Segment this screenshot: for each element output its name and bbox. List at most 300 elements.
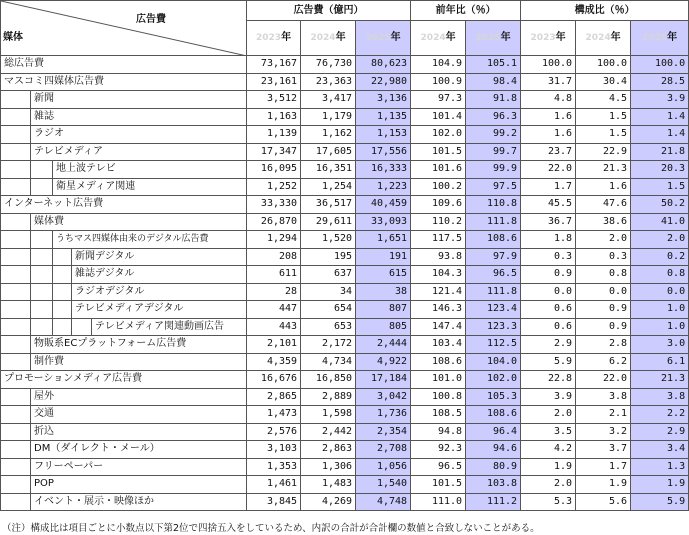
value-cell: 5.3 [521, 493, 576, 511]
value-cell: 1,353 [247, 458, 301, 476]
row-label: 雑誌 [31, 108, 247, 126]
value-cell: 4,269 [301, 493, 356, 511]
header-year-suffix: 年 [667, 32, 678, 43]
value-cell: 104.0 [466, 353, 521, 371]
value-cell: 1.8 [521, 231, 576, 249]
header-year-number: 2023 [256, 33, 282, 43]
indent-cell [53, 283, 72, 301]
value-cell: 3.9 [521, 388, 576, 406]
value-cell: 1,483 [301, 476, 356, 494]
value-cell: 0.0 [631, 283, 689, 301]
row-label: うちマス四媒体由来のデジタル広告費 [53, 231, 247, 249]
table-row [1, 161, 689, 179]
value-cell: 2.0 [576, 231, 631, 249]
value-cell: 123.3 [466, 318, 521, 336]
value-cell: 123.4 [466, 301, 521, 319]
value-cell: 34 [301, 283, 356, 301]
value-cell: 2,444 [356, 336, 411, 354]
value-cell: 101.4 [411, 108, 466, 126]
table-row [1, 73, 689, 91]
value-cell: 112.5 [466, 336, 521, 354]
table-row [1, 248, 689, 266]
value-cell: 117.5 [411, 231, 466, 249]
indent-cell [1, 458, 31, 476]
value-cell: 1.5 [576, 108, 631, 126]
indent-cell [31, 318, 53, 336]
table-row [1, 283, 689, 301]
value-cell: 98.4 [466, 73, 521, 91]
value-cell: 80.9 [466, 458, 521, 476]
indent-cell [1, 248, 31, 266]
value-cell: 100.0 [521, 56, 576, 74]
table-row [1, 493, 689, 511]
value-cell: 3.9 [631, 91, 689, 109]
value-cell: 96.3 [466, 108, 521, 126]
value-cell: 22,980 [356, 73, 411, 91]
value-cell: 110.2 [411, 213, 466, 231]
row-label: 新聞 [31, 91, 247, 109]
value-cell: 1.7 [521, 178, 576, 196]
value-cell: 2,889 [301, 388, 356, 406]
value-cell: 0.0 [576, 283, 631, 301]
indent-cell [1, 126, 31, 144]
indent-cell [1, 388, 31, 406]
value-cell: 94.6 [466, 441, 521, 459]
value-cell: 1,179 [301, 108, 356, 126]
value-cell: 1,135 [356, 108, 411, 126]
value-cell: 2,863 [301, 441, 356, 459]
value-cell: 101.5 [411, 476, 466, 494]
corner-label-adspend: 広告費 [136, 14, 166, 25]
indent-cell [31, 301, 53, 319]
header-year-suffix: 年 [335, 32, 346, 43]
value-cell: 91.8 [466, 91, 521, 109]
value-cell: 1.9 [576, 476, 631, 494]
row-label: イベント・展示・映像ほか [31, 493, 247, 511]
corner-label-media: 媒体 [3, 32, 23, 43]
header-group-ad-expenditure: 広告費（億円） [247, 1, 411, 21]
value-cell: 2.0 [521, 476, 576, 494]
value-cell: 29,611 [301, 213, 356, 231]
value-cell: 21.3 [631, 371, 689, 389]
value-cell: 17,556 [356, 143, 411, 161]
indent-cell [53, 301, 72, 319]
value-cell: 23.7 [521, 143, 576, 161]
value-cell: 0.8 [576, 266, 631, 284]
table-row [1, 406, 689, 424]
indent-cell [53, 248, 72, 266]
value-cell: 2,708 [356, 441, 411, 459]
table-row [1, 441, 689, 459]
value-cell: 97.3 [411, 91, 466, 109]
value-cell: 1,153 [356, 126, 411, 144]
value-cell: 110.8 [466, 196, 521, 214]
row-label: 新聞デジタル [72, 248, 247, 266]
value-cell: 121.4 [411, 283, 466, 301]
value-cell: 2,865 [247, 388, 301, 406]
value-cell: 1.9 [631, 476, 689, 494]
indent-cell [31, 161, 53, 179]
value-cell: 2,354 [356, 423, 411, 441]
table-row [1, 126, 689, 144]
value-cell: 102.0 [466, 371, 521, 389]
value-cell: 20.3 [631, 161, 689, 179]
value-cell: 102.0 [411, 126, 466, 144]
value-cell: 108.6 [466, 231, 521, 249]
value-cell: 97.5 [466, 178, 521, 196]
value-cell: 3.8 [576, 388, 631, 406]
value-cell: 5.9 [631, 493, 689, 511]
header-year-yoy-3 [466, 21, 521, 56]
value-cell: 16,095 [247, 161, 301, 179]
value-cell: 4,922 [356, 353, 411, 371]
value-cell: 3,136 [356, 91, 411, 109]
value-cell: 805 [356, 318, 411, 336]
header-corner-cell [1, 1, 247, 56]
value-cell: 3,512 [247, 91, 301, 109]
indent-cell [31, 283, 53, 301]
value-cell: 96.4 [466, 423, 521, 441]
value-cell: 2.0 [631, 231, 689, 249]
value-cell: 6.1 [631, 353, 689, 371]
value-cell: 103.4 [411, 336, 466, 354]
value-cell: 4,734 [301, 353, 356, 371]
value-cell: 443 [247, 318, 301, 336]
row-label: DM（ダイレクト・メール） [31, 441, 247, 459]
indent-cell [1, 231, 31, 249]
value-cell: 4,359 [247, 353, 301, 371]
value-cell: 38 [356, 283, 411, 301]
indent-cell [53, 266, 72, 284]
value-cell: 1,461 [247, 476, 301, 494]
value-cell: 16,333 [356, 161, 411, 179]
row-label: テレビメディア [31, 143, 247, 161]
value-cell: 3.8 [631, 388, 689, 406]
header-year-suffix: 年 [610, 32, 621, 43]
value-cell: 96.5 [411, 458, 466, 476]
value-cell: 3,042 [356, 388, 411, 406]
value-cell: 40,459 [356, 196, 411, 214]
header-year-number: 2024 [585, 33, 611, 43]
value-cell: 101.6 [411, 161, 466, 179]
value-cell: 109.6 [411, 196, 466, 214]
header-year-ad-1 [247, 21, 301, 56]
value-cell: 22.0 [576, 371, 631, 389]
value-cell: 99.2 [466, 126, 521, 144]
value-cell: 208 [247, 248, 301, 266]
indent-cell [1, 336, 31, 354]
value-cell: 31.7 [521, 73, 576, 91]
value-cell: 1.9 [521, 458, 576, 476]
value-cell: 0.3 [521, 248, 576, 266]
value-cell: 111.8 [466, 283, 521, 301]
value-cell: 1.3 [631, 458, 689, 476]
indent-cell [1, 213, 31, 231]
value-cell: 3.0 [631, 336, 689, 354]
value-cell: 637 [301, 266, 356, 284]
value-cell: 0.8 [631, 266, 689, 284]
value-cell: 447 [247, 301, 301, 319]
indent-cell [31, 266, 53, 284]
value-cell: 103.8 [466, 476, 521, 494]
header-group-composition: 構成比（％） [521, 1, 689, 21]
row-label: フリーペーパー [31, 458, 247, 476]
row-label: インターネット広告費 [1, 196, 247, 214]
table-row [1, 213, 689, 231]
value-cell: 4,748 [356, 493, 411, 511]
header-year-ad-3 [356, 21, 411, 56]
table-row [1, 301, 689, 319]
value-cell: 1.5 [576, 126, 631, 144]
value-cell: 23,363 [301, 73, 356, 91]
value-cell: 146.3 [411, 301, 466, 319]
value-cell: 33,330 [247, 196, 301, 214]
value-cell: 111.2 [466, 493, 521, 511]
indent-cell [31, 231, 53, 249]
row-label: 雑誌デジタル [72, 266, 247, 284]
value-cell: 1,162 [301, 126, 356, 144]
row-label: 制作費 [31, 353, 247, 371]
value-cell: 611 [247, 266, 301, 284]
value-cell: 99.9 [466, 161, 521, 179]
table-row [1, 108, 689, 126]
table-row [1, 423, 689, 441]
value-cell: 45.5 [521, 196, 576, 214]
row-label: 衛星メディア関連 [53, 178, 247, 196]
value-cell: 38.6 [576, 213, 631, 231]
table-row [1, 336, 689, 354]
row-label: テレビメディアデジタル [72, 301, 247, 319]
value-cell: 111.0 [411, 493, 466, 511]
value-cell: 16,351 [301, 161, 356, 179]
value-cell: 105.1 [466, 56, 521, 74]
indent-cell [31, 178, 53, 196]
value-cell: 28 [247, 283, 301, 301]
table-row [1, 318, 689, 336]
header-group-yoy: 前年比（％） [411, 1, 521, 21]
header-row-groups [1, 1, 689, 21]
value-cell: 76,730 [301, 56, 356, 74]
value-cell: 2,101 [247, 336, 301, 354]
indent-cell [53, 318, 72, 336]
value-cell: 1,223 [356, 178, 411, 196]
header-year-comp-1 [521, 21, 576, 56]
value-cell: 0.0 [521, 283, 576, 301]
indent-cell [1, 266, 31, 284]
row-label: 屋外 [31, 388, 247, 406]
value-cell: 2.8 [576, 336, 631, 354]
value-cell: 653 [301, 318, 356, 336]
value-cell: 615 [356, 266, 411, 284]
indent-cell [1, 143, 31, 161]
value-cell: 50.2 [631, 196, 689, 214]
table-row [1, 476, 689, 494]
value-cell: 4.5 [576, 91, 631, 109]
value-cell: 2.9 [521, 336, 576, 354]
table-row [1, 371, 689, 389]
indent-cell [1, 406, 31, 424]
header-year-number: 2025 [365, 33, 391, 43]
table-row [1, 178, 689, 196]
value-cell: 6.2 [576, 353, 631, 371]
value-cell: 1.6 [521, 108, 576, 126]
value-cell: 1,540 [356, 476, 411, 494]
value-cell: 21.3 [576, 161, 631, 179]
value-cell: 3.4 [631, 441, 689, 459]
table-row [1, 196, 689, 214]
value-cell: 100.2 [411, 178, 466, 196]
value-cell: 1,473 [247, 406, 301, 424]
value-cell: 17,605 [301, 143, 356, 161]
value-cell: 147.4 [411, 318, 466, 336]
value-cell: 1.7 [576, 458, 631, 476]
value-cell: 80,623 [356, 56, 411, 74]
value-cell: 1,598 [301, 406, 356, 424]
value-cell: 4.8 [521, 91, 576, 109]
value-cell: 33,093 [356, 213, 411, 231]
value-cell: 1.4 [631, 108, 689, 126]
header-year-number: 2025 [642, 33, 668, 43]
value-cell: 108.5 [411, 406, 466, 424]
value-cell: 1.4 [631, 126, 689, 144]
indent-cell [1, 493, 31, 511]
row-label: ラジオ [31, 126, 247, 144]
value-cell: 1,163 [247, 108, 301, 126]
value-cell: 100.9 [411, 73, 466, 91]
value-cell: 5.9 [521, 353, 576, 371]
value-cell: 111.8 [466, 213, 521, 231]
value-cell: 1,056 [356, 458, 411, 476]
indent-cell [1, 161, 31, 179]
indent-cell [1, 441, 31, 459]
indent-cell [1, 301, 31, 319]
value-cell: 23,161 [247, 73, 301, 91]
value-cell: 2.0 [521, 406, 576, 424]
value-cell: 1.6 [521, 126, 576, 144]
value-cell: 92.3 [411, 441, 466, 459]
value-cell: 108.6 [411, 353, 466, 371]
value-cell: 0.6 [521, 318, 576, 336]
value-cell: 2,172 [301, 336, 356, 354]
header-year-ad-2 [301, 21, 356, 56]
row-label: ラジオデジタル [72, 283, 247, 301]
footnote: （注）構成比は項目ごとに小数点以下第2位で四捨五入をしているため、内訳の合計が合計欄の数値と合致しないことがある。 [2, 523, 540, 534]
value-cell: 2.1 [576, 406, 631, 424]
value-cell: 100.0 [576, 56, 631, 74]
value-cell: 17,347 [247, 143, 301, 161]
row-label: 交通 [31, 406, 247, 424]
corner-diagonal-line [1, 1, 247, 56]
value-cell: 104.3 [411, 266, 466, 284]
value-cell: 93.8 [411, 248, 466, 266]
value-cell: 1,252 [247, 178, 301, 196]
value-cell: 0.9 [521, 266, 576, 284]
header-year-number: 2024 [310, 33, 336, 43]
table-row [1, 231, 689, 249]
value-cell: 100.8 [411, 388, 466, 406]
table-row [1, 458, 689, 476]
value-cell: 2.2 [631, 406, 689, 424]
value-cell: 99.7 [466, 143, 521, 161]
table-row [1, 266, 689, 284]
value-cell: 0.2 [631, 248, 689, 266]
value-cell: 16,676 [247, 371, 301, 389]
indent-cell [1, 178, 31, 196]
header-year-number: 2025 [475, 33, 501, 43]
value-cell: 16,850 [301, 371, 356, 389]
table-row [1, 388, 689, 406]
value-cell: 47.6 [576, 196, 631, 214]
header-year-number: 2023 [530, 33, 556, 43]
value-cell: 1.5 [631, 178, 689, 196]
value-cell: 94.8 [411, 423, 466, 441]
value-cell: 1,651 [356, 231, 411, 249]
value-cell: 3,103 [247, 441, 301, 459]
value-cell: 108.6 [466, 406, 521, 424]
value-cell: 100.0 [631, 56, 689, 74]
value-cell: 36,517 [301, 196, 356, 214]
value-cell: 1,294 [247, 231, 301, 249]
indent-cell [1, 318, 31, 336]
value-cell: 2,576 [247, 423, 301, 441]
value-cell: 1.0 [631, 301, 689, 319]
value-cell: 1.0 [631, 318, 689, 336]
row-label: テレビメディア関連動画広告 [92, 318, 247, 336]
row-label: 媒体費 [31, 213, 247, 231]
value-cell: 41.0 [631, 213, 689, 231]
header-year-suffix: 年 [390, 32, 401, 43]
value-cell: 97.9 [466, 248, 521, 266]
value-cell: 3.7 [576, 441, 631, 459]
value-cell: 36.7 [521, 213, 576, 231]
table-row [1, 91, 689, 109]
indent-cell [72, 318, 92, 336]
value-cell: 0.3 [576, 248, 631, 266]
indent-cell [1, 423, 31, 441]
header-year-suffix: 年 [555, 32, 566, 43]
header-year-suffix: 年 [445, 32, 456, 43]
value-cell: 0.6 [521, 301, 576, 319]
row-label: 総広告費 [1, 56, 247, 74]
table-row [1, 143, 689, 161]
value-cell: 3.2 [576, 423, 631, 441]
value-cell: 3,845 [247, 493, 301, 511]
value-cell: 1,254 [301, 178, 356, 196]
indent-cell [31, 248, 53, 266]
indent-cell [1, 476, 31, 494]
value-cell: 195 [301, 248, 356, 266]
row-label: 物販系ECプラットフォーム広告費 [31, 336, 247, 354]
row-label: マスコミ四媒体広告費 [1, 73, 247, 91]
value-cell: 1,520 [301, 231, 356, 249]
value-cell: 30.4 [576, 73, 631, 91]
value-cell: 101.5 [411, 143, 466, 161]
value-cell: 22.0 [521, 161, 576, 179]
header-year-yoy-2 [411, 21, 466, 56]
header-year-comp-3 [631, 21, 689, 56]
value-cell: 22.8 [521, 371, 576, 389]
row-label: 折込 [31, 423, 247, 441]
value-cell: 1,306 [301, 458, 356, 476]
value-cell: 26,870 [247, 213, 301, 231]
value-cell: 28.5 [631, 73, 689, 91]
table-row [1, 56, 689, 74]
value-cell: 4.2 [521, 441, 576, 459]
header-year-suffix: 年 [500, 32, 511, 43]
value-cell: 101.0 [411, 371, 466, 389]
indent-cell [1, 108, 31, 126]
value-cell: 73,167 [247, 56, 301, 74]
